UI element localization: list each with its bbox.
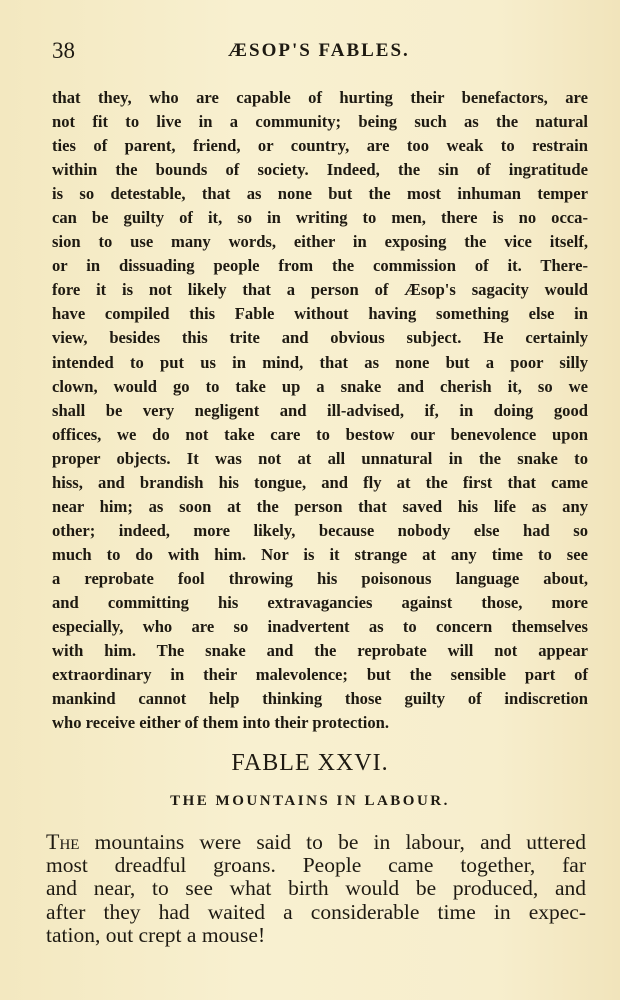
commentary-line: proper objects. It was not at all unnatural in the snake to	[52, 448, 588, 468]
commentary-line: have compiled this Fable without having something else in	[52, 304, 588, 324]
commentary-line: extraordinary in their malevolence; but the sensible part of	[52, 665, 588, 685]
commentary-line: offices, we do not take care to bestow our benevolence upon	[52, 424, 588, 444]
fable-line: tation, out crept a mouse!	[46, 923, 266, 947]
page-number: 38	[52, 38, 75, 63]
commentary-line: shall be very negligent and ill-advised, if, in doing good	[52, 400, 588, 420]
commentary-line: a reprobate fool throwing his poisonous language about,	[52, 568, 588, 588]
commentary-line: intended to put us in mind, that as none but a poor silly	[52, 352, 588, 372]
commentary-line: or in dissuading people from the commission of it. There-	[52, 256, 588, 276]
running-title: ÆSOP'S FABLES.	[228, 40, 410, 61]
commentary-line: with him. The snake and the reprobate will not appear	[52, 641, 588, 661]
fable-line: and near, to see what birth would be produced, and	[46, 876, 586, 900]
commentary-line: that they, who are capable of hurting their benefactors, are	[52, 88, 588, 107]
commentary-line: hiss, and brandish his tongue, and fly at the first that came	[52, 472, 588, 492]
running-head	[52, 38, 588, 68]
fable-text	[46, 830, 586, 948]
commentary-line: fore it is not likely that a person of Æsop's sagacity would	[52, 280, 588, 300]
commentary-line: is so detestable, that as none but the most inhuman temper	[52, 184, 588, 204]
commentary-line: ties of parent, friend, or country, are too weak to restrain	[52, 136, 588, 156]
fable-title: THE MOUNTAINS IN LABOUR.	[170, 793, 450, 809]
commentary-line: view, besides this trite and obvious subject. He certainly	[52, 328, 588, 348]
fable-line: after they had waited a considerable time in expec-	[46, 899, 586, 924]
commentary-line: can be guilty of it, so in writing to men, there is no occa-	[52, 208, 588, 228]
commentary-line: sion to use many words, either in exposing the vice itself,	[52, 232, 588, 252]
commentary-line: within the bounds of society. Indeed, the sin of ingratitude	[52, 160, 588, 180]
commentary-line: who receive either of them into their protection.	[52, 713, 390, 733]
commentary-line: and committing his extravagancies against those, more	[52, 592, 588, 612]
commentary-line: much to do with him. Nor is it strange at any time to see	[52, 544, 588, 564]
fable-line: most dreadful groans. People came together, far	[46, 852, 586, 877]
commentary-paragraph	[52, 86, 588, 735]
commentary-line: mankind cannot help thinking those guilty of indiscretion	[52, 689, 588, 709]
commentary-line: other; indeed, more likely, because nobody else had so	[52, 520, 588, 540]
commentary-line: not fit to live in a community; being such as the natural	[52, 112, 588, 132]
fable-line: The mountains were said to be in labour, and uttered	[46, 829, 586, 854]
commentary-line: especially, who are so inadvertent as to concern themselves	[52, 617, 588, 637]
commentary-line: near him; as soon at the person that saved his life as any	[52, 496, 588, 516]
commentary-line: clown, would go to take up a snake and cherish it, so we	[52, 376, 588, 396]
fable-number-heading: FABLE XXVI.	[231, 750, 389, 776]
